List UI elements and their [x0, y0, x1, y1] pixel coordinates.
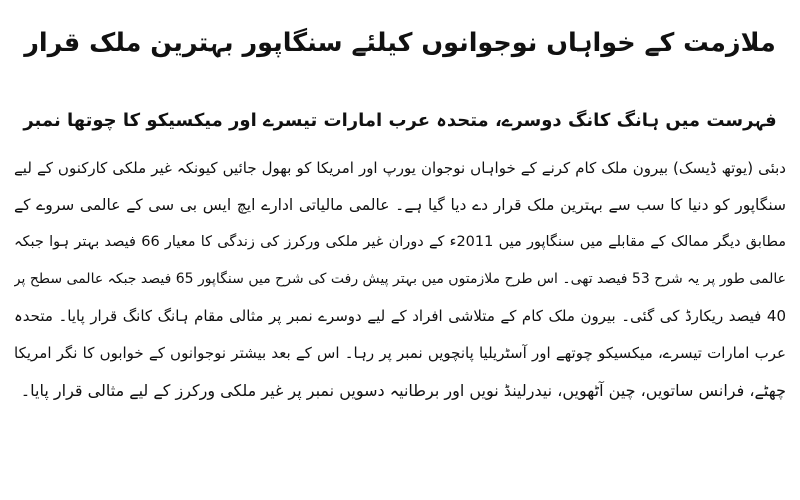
- body-line: عالمی طور پر یہ شرح 53 فیصد تھی۔ اس طرح ملازمتوں میں بہتر پیش رفت کی شرح میں سنگاپور 65 فیصد جبکہ عالمی سطح پر: [14, 271, 786, 287]
- article-subheadline: فہرست میں ہانگ کانگ دوسرے، متحدہ عرب امارات تیسرے اور میکسیکو کا چوتھا نمبر: [23, 110, 777, 131]
- body-line: مطابق دیگر ممالک کے مقابلے میں سنگاپور میں 2011ء کے دوران غیر ملکی ورکرز کی زندگی کا معیار 66 فیصد بہتر ہوا جبکہ: [14, 234, 786, 250]
- body-line: عرب امارات تیسرے، میکسیکو چوتھے اور آسٹریلیا پانچویں نمبر پر رہا۔ اس کے بعد بیشتر نوجوانوں کے خوابوں کا نگر امریکا: [14, 344, 786, 362]
- body-line: 40 فیصد ریکارڈ کی گئی۔ بیرون ملک کام کے متلاشی افراد کے لیے دوسرے نمبر پر مثالی مقام ہانگ کانگ قرار پایا۔ متحدہ: [14, 307, 786, 325]
- body-line: چھٹے، فرانس ساتویں، چین آٹھویں، نیدرلینڈ نویں اور برطانیہ دسویں نمبر پر غیر ملکی ورکرز کے لیے مثالی قرار پایا۔: [20, 381, 786, 400]
- article-headline: ملازمت کے خواہاں نوجوانوں کیلئے سنگاپور بہترین ملک قرار: [24, 28, 776, 58]
- body-line: دبئی (یوتھ ڈیسک) بیرون ملک کام کرنے کے خواہاں نوجوان یورپ اور امریکا کو بھول جائیں کیونکہ غیر ملکی کارکنوں کے لیے: [14, 159, 786, 177]
- body-line: سنگاپور کو دنیا کا سب سے بہترین ملک قرار دے دیا گیا ہے۔ عالمی مالیاتی ادارے ایچ ایس بی سی کے عالمی سروے کے: [14, 196, 786, 214]
- article-body: [14, 150, 786, 409]
